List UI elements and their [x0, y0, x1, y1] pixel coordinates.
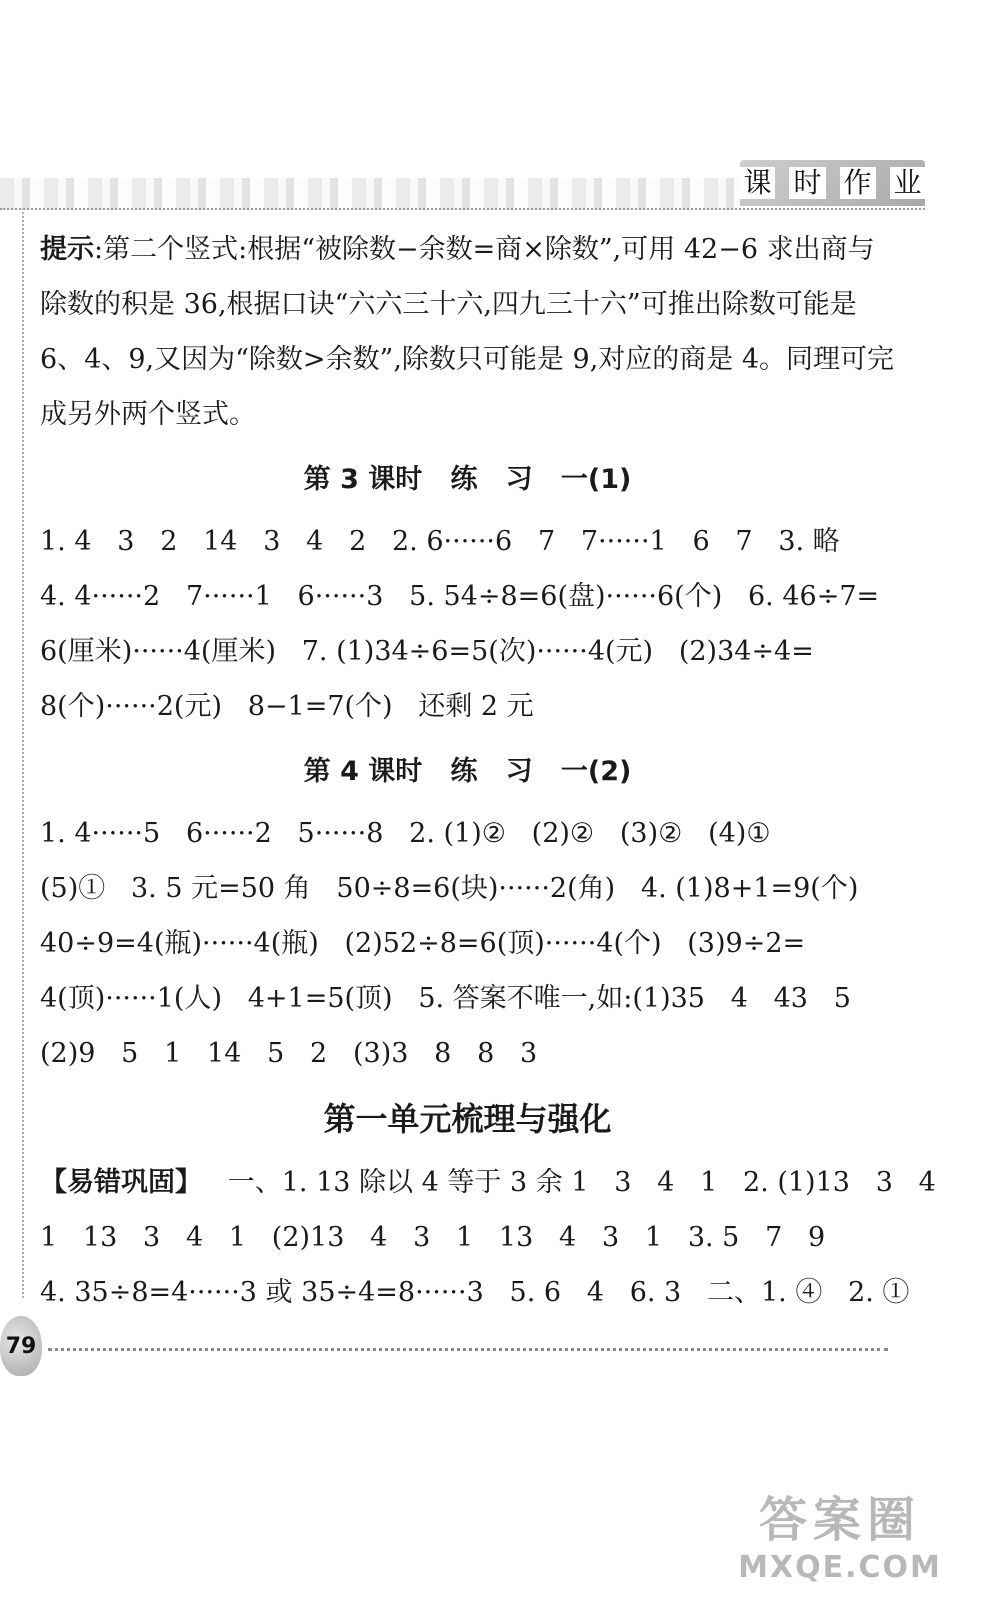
unit-review-title: 第一单元梳理与强化	[323, 1100, 612, 1138]
answer-line: 1 13 3 4 1 (2)13 4 3 1 13 4 3 1 3. 5 7 9	[40, 1222, 826, 1253]
answer-line: 1. 4······5 6······2 5······8 2. (1)② (2)② (3)② (4)①	[40, 818, 771, 849]
hint-line: 6、4、9,又因为“除数>余数”,除数只可能是 9,对应的商是 4。同理可完	[40, 344, 895, 375]
answer-line: (2)9 5 1 14 5 2 (3)3 8 8 3	[40, 1038, 538, 1069]
hint-line: 成另外两个竖式。	[40, 399, 256, 430]
hint-line	[40, 222, 895, 277]
answer-text: 一、1. 13 除以 4 等于 3 余 1 3 4 1 2. (1)13 3 4	[202, 1167, 936, 1198]
watermark-logo	[705, 1492, 975, 1596]
answer-line: 4(顶)······1(人) 4+1=5(顶) 5. 答案不唯一,如:(1)35 4 43 5	[40, 983, 851, 1014]
left-margin-rule	[22, 208, 24, 1298]
error-consolidation-label: 【易错巩固】	[40, 1167, 202, 1198]
section-3-title: 第 3 课时 练 习 一(1)	[303, 464, 632, 495]
hint-line: 除数的积是 36,根据口诀“六六三十六,四九三十六”可推出除数可能是	[40, 289, 857, 320]
answer-line: 6(厘米)······4(厘米) 7. (1)34÷6=5(次)······4(元) (2)34÷4=	[40, 636, 814, 667]
footer-dotted-rule	[48, 1348, 888, 1355]
header-tab-char: 课	[739, 167, 775, 199]
header-decorative-band	[0, 178, 740, 210]
watermark-text-bottom: MXQE.COM	[738, 1550, 942, 1585]
hint-label: 提示	[40, 234, 94, 265]
header-tab-char: 业	[890, 167, 926, 199]
hint-text: :第二个竖式:根据“被除数−余数=商×除数”,可用 42−6 求出商与	[94, 234, 875, 265]
answer-line: 40÷9=4(瓶)······4(瓶) (2)52÷8=6(顶)······4(个) (3)9÷2=	[40, 928, 806, 959]
watermark-text-top: 答案圈	[758, 1492, 921, 1548]
hint-block	[40, 222, 895, 442]
section-3-answers	[40, 514, 895, 734]
section-4-answers	[40, 806, 895, 1081]
header-dotted-rule	[0, 208, 925, 212]
header-tab-char: 作	[840, 167, 876, 199]
answer-line: (5)① 3. 5 元=50 角 50÷8=6(块)······2(角) 4. (1)8+1=9(个)	[40, 873, 859, 904]
page-number: 79	[5, 1333, 37, 1359]
header-tab-char: 时	[789, 167, 825, 199]
answer-line: 1. 4 3 2 14 3 4 2 2. 6······6 7 7······1 6 7 3. 略	[40, 526, 840, 557]
answer-line	[40, 1155, 936, 1210]
section-4-title: 第 4 课时 练 习 一(2)	[303, 756, 632, 787]
answer-content	[40, 222, 936, 1320]
unit-review-answers	[40, 1155, 936, 1320]
answer-line: 8(个)······2(元) 8−1=7(个) 还剩 2 元	[40, 691, 534, 722]
answer-line: 4. 4······2 7······1 6······3 5. 54÷8=6(盘)······6(个) 6. 46÷7=	[40, 581, 880, 612]
page-number-badge	[0, 1316, 42, 1376]
header-tab	[740, 160, 925, 206]
answer-line: 4. 35÷8=4······3 或 35÷4=8······3 5. 6 4 6. 3 二、1. ④ 2. ①	[40, 1277, 910, 1308]
